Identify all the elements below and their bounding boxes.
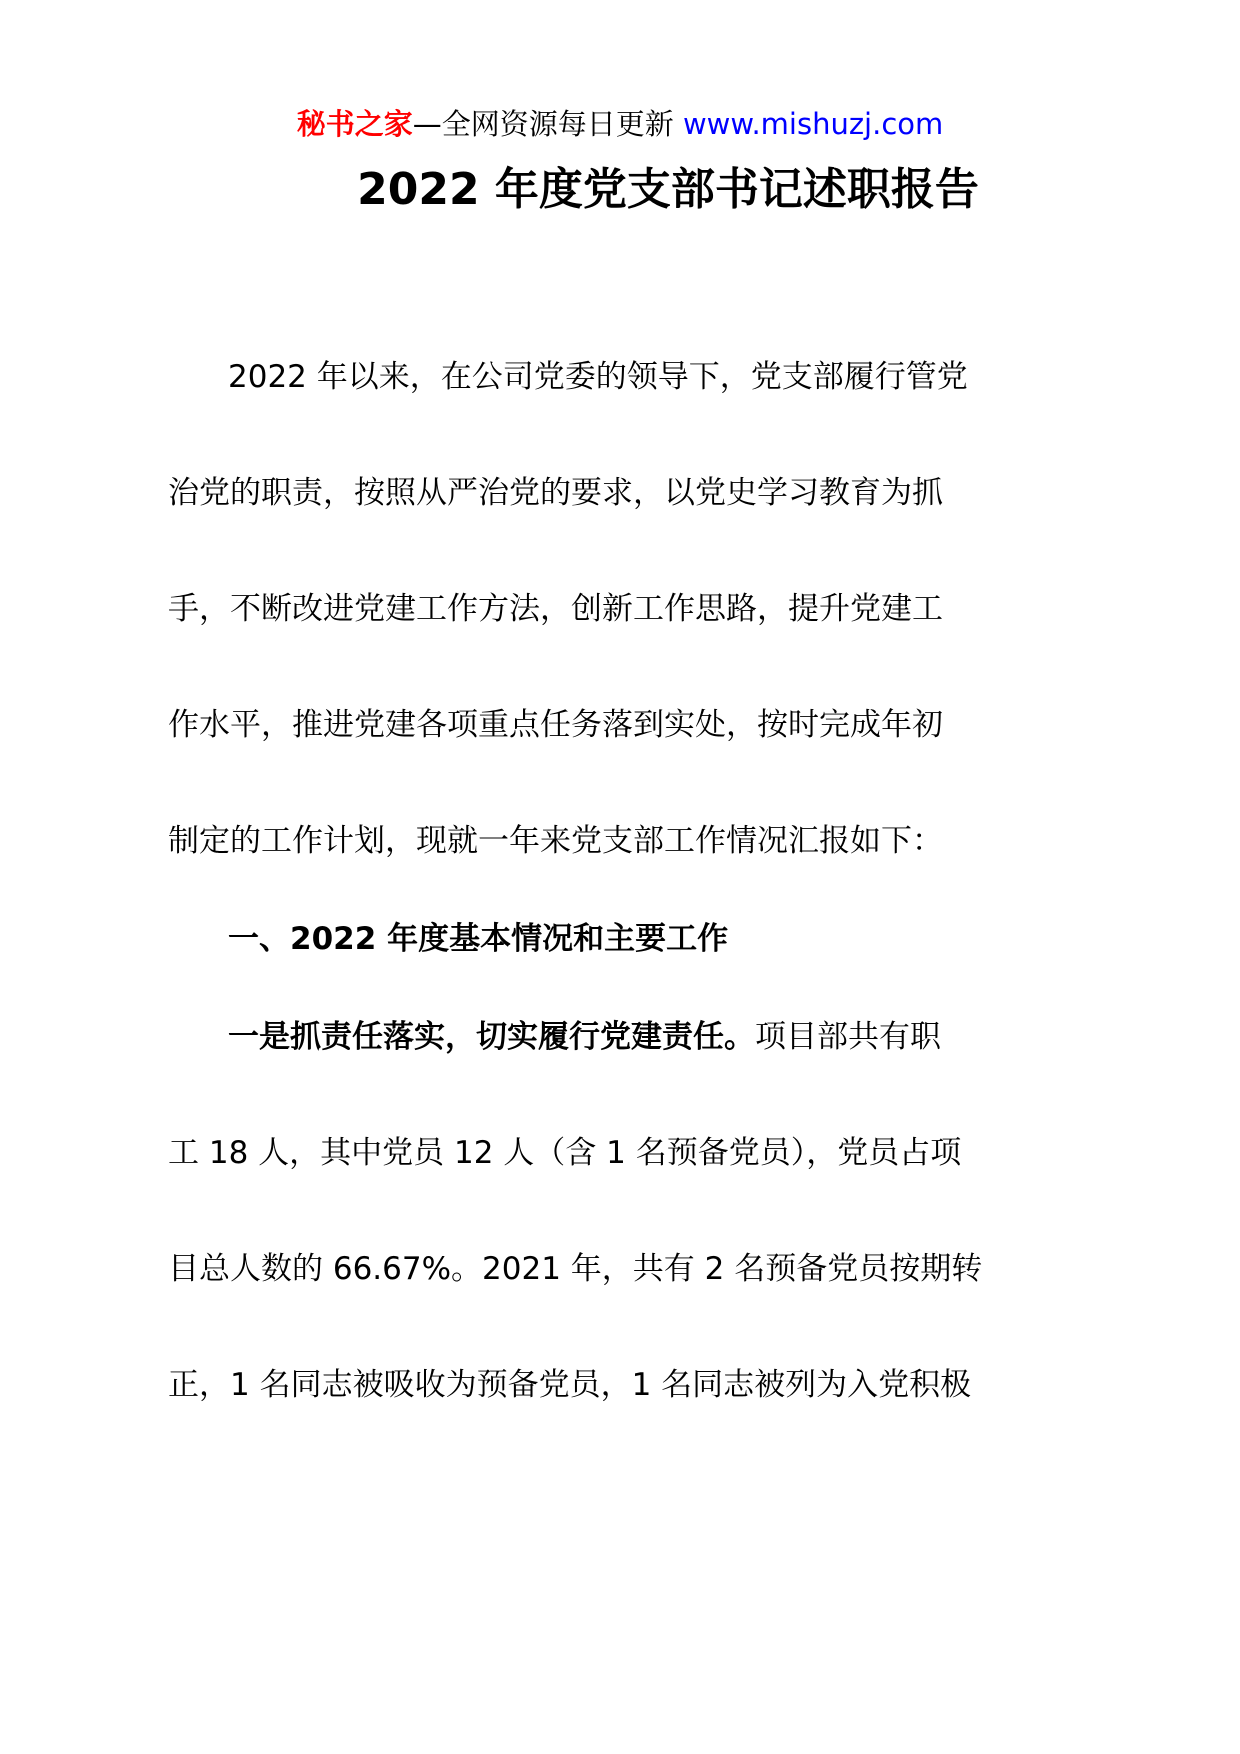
para2-line3: 目总人数的 66.67%。2021 年，共有 2 名预备党员按期转	[168, 1251, 983, 1287]
document-title: 2022 年度党支部书记述职报告	[357, 164, 979, 215]
para2-lead-bold: 一是抓责任落实，切实履行党建责任。	[228, 1019, 755, 1055]
para1-line4: 作水平，推进党建各项重点任务落到实处，按时完成年初	[168, 707, 943, 743]
para2-line1	[228, 1015, 941, 1059]
para1-line2: 治党的职责，按照从严治党的要求，以党史学习教育为抓	[168, 475, 943, 511]
para1-line5: 制定的工作计划，现就一年来党支部工作情况汇报如下：	[168, 823, 943, 859]
para2-line2: 工 18 人，其中党员 12 人（含 1 名预备党员），党员占项	[168, 1135, 962, 1171]
para1-line3: 手，不断改进党建工作方法，创新工作思路，提升党建工	[168, 591, 943, 627]
para2-line4: 正，1 名同志被吸收为预备党员，1 名同志被列为入党积极	[168, 1367, 972, 1403]
para2-lead-rest: 项目部共有职	[755, 1019, 941, 1055]
site-header	[0, 104, 1240, 144]
site-brand: 秘书之家	[296, 107, 413, 141]
site-tagline: —全网资源每日更新	[412, 107, 674, 141]
section-heading-1: 一、2022 年度基本情况和主要工作	[228, 921, 729, 957]
site-url-link[interactable]: www.mishuzj.com	[682, 107, 944, 141]
para1-line1: 2022 年以来，在公司党委的领导下，党支部履行管党	[228, 359, 968, 395]
